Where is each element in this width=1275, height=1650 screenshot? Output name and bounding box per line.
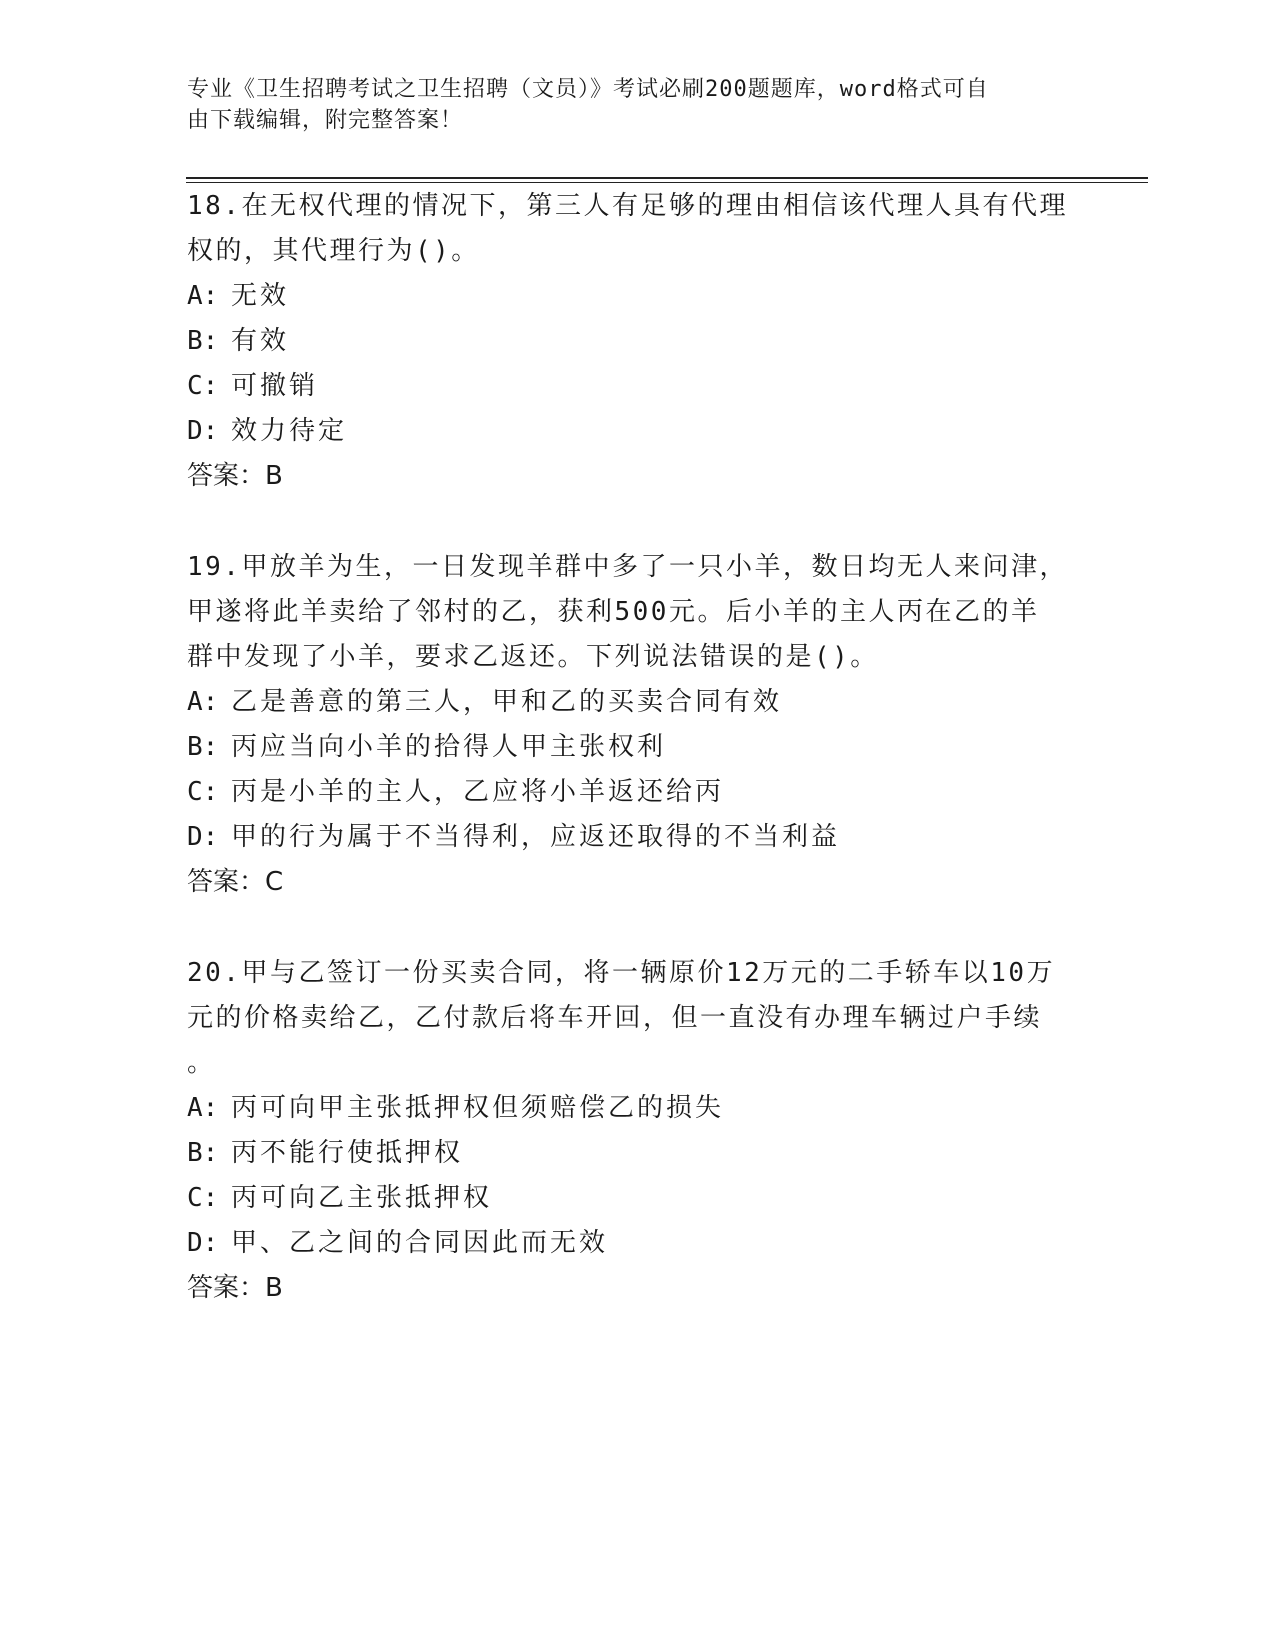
option-letter: C: bbox=[187, 371, 219, 401]
option-text: 效力待定 bbox=[231, 416, 348, 446]
option-a bbox=[187, 274, 1087, 319]
question-stem-line: 权的，其代理行为()。 bbox=[187, 236, 480, 266]
answer-line: 答案：C bbox=[187, 867, 284, 897]
option-text: 乙是善意的第三人，甲和乙的买卖合同有效 bbox=[231, 687, 783, 717]
question-stem-line: 甲遂将此羊卖给了邻村的乙，获利500元。后小羊的主人丙在乙的羊 bbox=[187, 597, 1040, 627]
option-d bbox=[187, 409, 1087, 454]
option-text: 甲、乙之间的合同因此而无效 bbox=[231, 1228, 609, 1258]
option-text: 丙应当向小羊的拾得人甲主张权利 bbox=[231, 732, 667, 762]
option-text: 有效 bbox=[231, 326, 290, 356]
question-stem-line: 18.在无权代理的情况下，第三人有足够的理由相信该代理人具有代理 bbox=[187, 191, 1068, 221]
option-text: 丙可向甲主张抵押权但须赔偿乙的损失 bbox=[231, 1093, 725, 1123]
option-letter: A: bbox=[187, 281, 219, 311]
option-letter: D: bbox=[187, 1228, 219, 1258]
header-divider-thick bbox=[186, 177, 1148, 179]
question-19 bbox=[187, 545, 1087, 905]
document-header bbox=[187, 74, 1087, 136]
option-text: 无效 bbox=[231, 281, 290, 311]
question-stem-line: 19.甲放羊为生，一日发现羊群中多了一只小羊，数日均无人来问津， bbox=[187, 552, 1068, 582]
option-text: 甲的行为属于不当得利，应返还取得的不当利益 bbox=[231, 822, 841, 852]
option-text: 丙不能行使抵押权 bbox=[231, 1138, 464, 1168]
option-b bbox=[187, 1131, 1087, 1176]
option-letter: D: bbox=[187, 822, 219, 852]
option-letter: B: bbox=[187, 732, 219, 762]
option-text: 丙是小羊的主人，乙应将小羊返还给丙 bbox=[231, 777, 725, 807]
option-letter: D: bbox=[187, 416, 219, 446]
option-b bbox=[187, 319, 1087, 364]
option-text: 可撤销 bbox=[231, 371, 319, 401]
option-d bbox=[187, 815, 1087, 860]
option-c bbox=[187, 1176, 1087, 1221]
header-line-1: 专业《卫生招聘考试之卫生招聘（文员）》考试必刷200题题库，word格式可自 bbox=[187, 77, 989, 102]
option-text: 丙可向乙主张抵押权 bbox=[231, 1183, 493, 1213]
option-a bbox=[187, 680, 1087, 725]
header-divider-thin bbox=[186, 182, 1148, 183]
question-stem-line: 元的价格卖给乙，乙付款后将车开回，但一直没有办理车辆过户手续 bbox=[187, 1003, 1043, 1033]
option-letter: C: bbox=[187, 777, 219, 807]
option-d bbox=[187, 1221, 1087, 1266]
answer-line: 答案：B bbox=[187, 1273, 283, 1303]
option-letter: B: bbox=[187, 1138, 219, 1168]
question-stem-line: 20.甲与乙签订一份买卖合同，将一辆原价12万元的二手轿车以10万 bbox=[187, 958, 1056, 988]
option-letter: C: bbox=[187, 1183, 219, 1213]
option-b bbox=[187, 725, 1087, 770]
header-line-2: 由下载编辑，附完整答案！ bbox=[187, 108, 464, 133]
question-18 bbox=[187, 184, 1087, 499]
question-stem-line: 群中发现了小羊，要求乙返还。下列说法错误的是()。 bbox=[187, 642, 879, 672]
option-letter: A: bbox=[187, 1093, 219, 1123]
option-letter: B: bbox=[187, 326, 219, 356]
answer-line: 答案：B bbox=[187, 461, 283, 491]
option-c bbox=[187, 364, 1087, 409]
question-stem-line: 。 bbox=[187, 1048, 216, 1078]
question-20 bbox=[187, 951, 1087, 1311]
option-a bbox=[187, 1086, 1087, 1131]
option-letter: A: bbox=[187, 687, 219, 717]
option-c bbox=[187, 770, 1087, 815]
